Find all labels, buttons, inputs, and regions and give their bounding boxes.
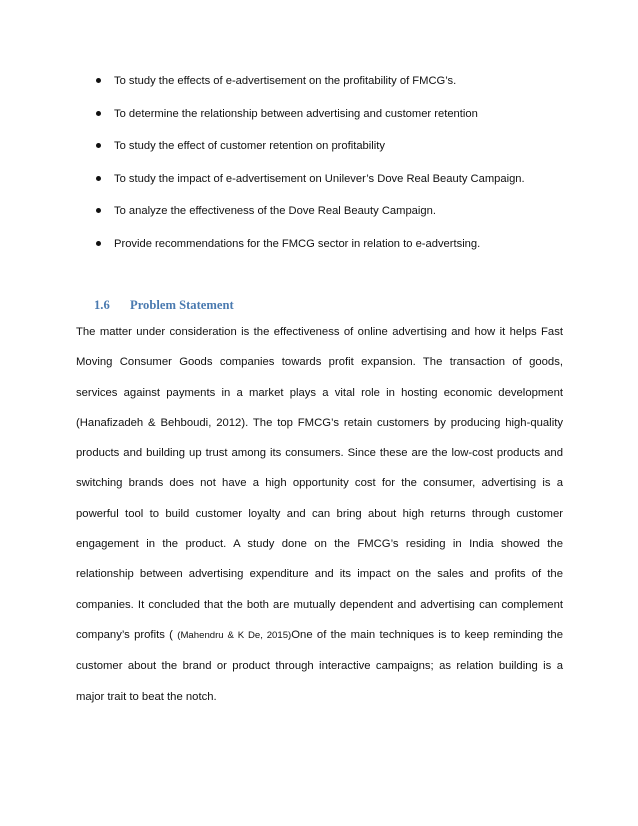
objective-text: To study the impact of e-advertisement on Unilever’s Dove Real Beauty Campaign.: [114, 172, 525, 185]
section-heading: [94, 298, 234, 313]
objective-text: To analyze the effectiveness of the Dove Real Beauty Campaign.: [114, 205, 436, 217]
objective-item: [94, 103, 564, 136]
problem-statement-paragraph: [76, 317, 563, 712]
bullet-icon: [96, 176, 101, 181]
paragraph-text-part2: One of the main techniques is to keep reminding the customer about the brand or product through interactive campaigns; as relation building is a major trait to beat the notch.: [76, 628, 564, 703]
bullet-icon: [96, 241, 101, 246]
bullet-icon: [96, 208, 101, 213]
objective-text: To determine the relationship between advertising and customer retention: [114, 107, 478, 120]
objective-item: [94, 168, 564, 201]
objective-item: [94, 200, 564, 233]
objective-item: [94, 233, 564, 266]
objective-text: To study the effect of customer retention on profitability: [114, 140, 385, 152]
section-number: 1.6: [94, 298, 110, 312]
bullet-icon: [96, 78, 101, 83]
paragraph-text-part1: The matter under consideration is the effectiveness of online advertising and how it helps Fast Moving Consumer Goods companies towards profit expansion. The transaction of goods, services against payments in a market plays a vital role in hosting economic development (Hanafizadeh & Behboudi, 2012). The top FMCG’s retain customers by producing high-quality products and building up trust among its consumers. Since these are the low-cost products and switching brands does not have a high opportunity cost for the consumer, advertising is a powerful tool to build customer loyalty and can bring about high returns through customer engagement in the product. A study done on the FMCG’s residing in India showed the relationship between advertising expenditure and its impact on the sales and profits of the companies. It concluded that the both are mutually dependent and advertising can complement company’s profits (: [76, 326, 563, 641]
objectives-list: [94, 70, 564, 265]
objective-item: [94, 70, 564, 103]
objective-text: Provide recommendations for the FMCG sector in relation to e-advertsing.: [114, 237, 481, 250]
section-title: Problem Statement: [130, 298, 234, 312]
bullet-icon: [96, 111, 101, 116]
bullet-icon: [96, 143, 101, 148]
objective-item: [94, 135, 564, 168]
objective-text: To study the effects of e-advertisement on the profitability of FMCG’s.: [114, 75, 457, 87]
citation: (Mahendru & K De, 2015): [177, 629, 292, 641]
